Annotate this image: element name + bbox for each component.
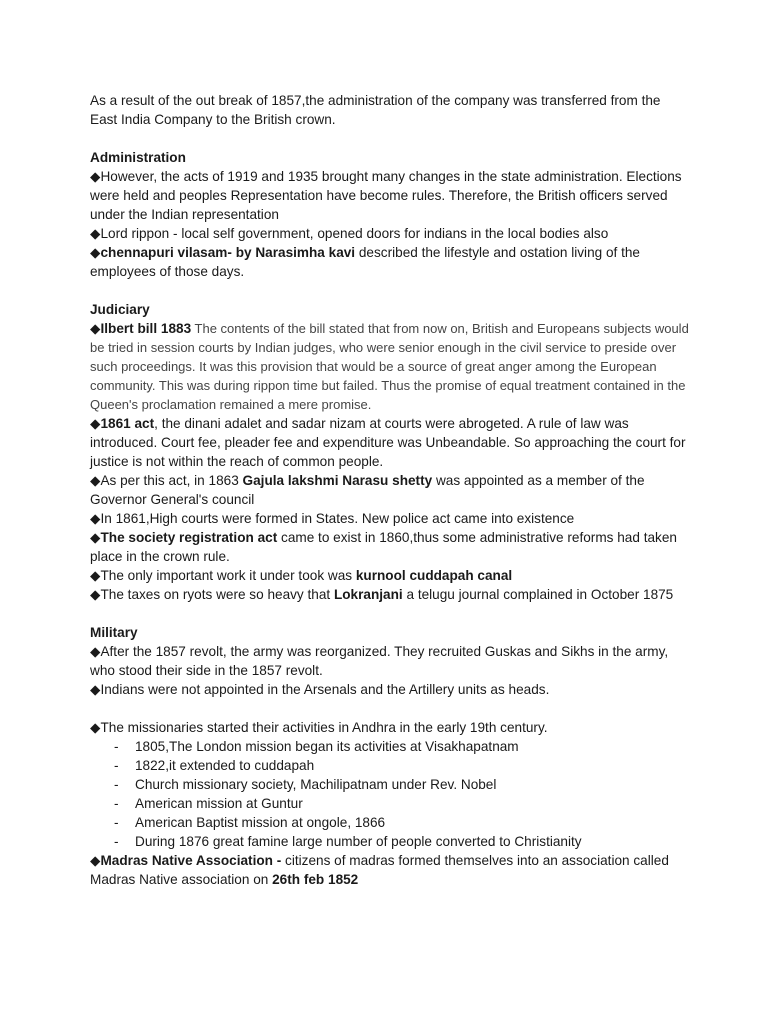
bullet-icon: ◆ [90, 169, 101, 184]
list-item: - American Baptist mission at ongole, 1866 [114, 815, 386, 830]
administration-point-1: ◆However, the acts of 1919 and 1935 brought many changes in the state administration. Elections were held and peoples Representation have become rules. Therefore, the British officers served under the Indian representation [90, 169, 682, 222]
judiciary-point-2: ◆1861 act, the dinani adalet and sadar nizam at courts were abrogeted. A rule of law was introduced. Court fee, pleader fee and expenditure was Unbeandable. So approaching the court for justice is not within the reach of common people. [90, 416, 686, 469]
bullet-icon: ◆ [90, 530, 101, 545]
missionaries-intro: ◆The missionaries started their activities in Andhra in the early 19th century. [90, 720, 548, 735]
dash-marker: - [114, 796, 119, 811]
bullet-icon: ◆ [90, 853, 101, 868]
madras-association-paragraph: ◆Madras Native Association - citizens of madras formed themselves into an association called Madras Native association on 26th feb 1852 [90, 853, 669, 887]
bullet-icon: ◆ [90, 416, 101, 431]
list-item: - During 1876 great famine large number of people converted to Christianity [114, 834, 582, 849]
judiciary-point-5: ◆The society registration act came to exist in 1860,thus some administrative reforms had taken place in the crown rule. [90, 530, 677, 564]
intro-paragraph: As a result of the out break of 1857,the administration of the company was transferred from the East India Company to the British crown. [90, 93, 661, 127]
judiciary-point-1: ◆Ilbert bill 1883 The contents of the bill stated that from now on, British and Europeans subjects would be tried in session courts by Indian judges, who were senior enough in the civil service to preside over such proceedings. It was this provision that would be a source of great anger among the European community. This was during rippon time but failed. Thus the promise of equal treatment contained in the Queen's proclamation remained a mere promise. [90, 321, 689, 412]
bullet-icon: ◆ [90, 720, 101, 735]
administration-point-2: ◆Lord rippon - local self government, opened doors for indians in the local bodies also [90, 226, 609, 241]
bullet-icon: ◆ [90, 511, 101, 526]
military-point-1: ◆After the 1857 revolt, the army was reorganized. They recruited Guskas and Sikhs in the army, who stood their side in the 1857 revolt. [90, 644, 669, 678]
judiciary-heading: Judiciary [90, 302, 150, 317]
document-body [90, 91, 690, 889]
judiciary-point-7: ◆The taxes on ryots were so heavy that Lokranjani a telugu journal complained in October 1875 [90, 587, 674, 602]
administration-heading: Administration [90, 150, 186, 165]
bullet-icon: ◆ [90, 226, 101, 241]
bullet-icon: ◆ [90, 682, 101, 697]
military-point-2: ◆Indians were not appointed in the Arsenals and the Artillery units as heads. [90, 682, 550, 697]
bullet-icon: ◆ [90, 473, 101, 488]
dash-marker: - [114, 777, 119, 792]
dash-marker: - [114, 758, 119, 773]
judiciary-point-4: ◆In 1861,High courts were formed in States. New police act came into existence [90, 511, 575, 526]
bullet-icon: ◆ [90, 245, 101, 260]
dash-marker: - [114, 834, 119, 849]
bullet-icon: ◆ [90, 321, 101, 336]
dash-marker: - [114, 739, 119, 754]
list-item: - 1805,The London mission began its activities at Visakhapatnam [114, 739, 519, 754]
bullet-icon: ◆ [90, 644, 101, 659]
list-item: - Church missionary society, Machilipatnam under Rev. Nobel [114, 777, 497, 792]
list-item: - American mission at Guntur [114, 796, 303, 811]
bullet-icon: ◆ [90, 587, 101, 602]
military-heading: Military [90, 625, 138, 640]
administration-point-3: ◆chennapuri vilasam- by Narasimha kavi described the lifestyle and ostation living of the employees of those days. [90, 245, 640, 279]
missionaries-list [90, 737, 690, 851]
bullet-icon: ◆ [90, 568, 101, 583]
list-item: - 1822,it extended to cuddapah [114, 758, 315, 773]
judiciary-point-3: ◆As per this act, in 1863 Gajula lakshmi Narasu shetty was appointed as a member of the Governor General's council [90, 473, 645, 507]
judiciary-point-6: ◆The only important work it under took was kurnool cuddapah canal [90, 568, 513, 583]
dash-marker: - [114, 815, 119, 830]
